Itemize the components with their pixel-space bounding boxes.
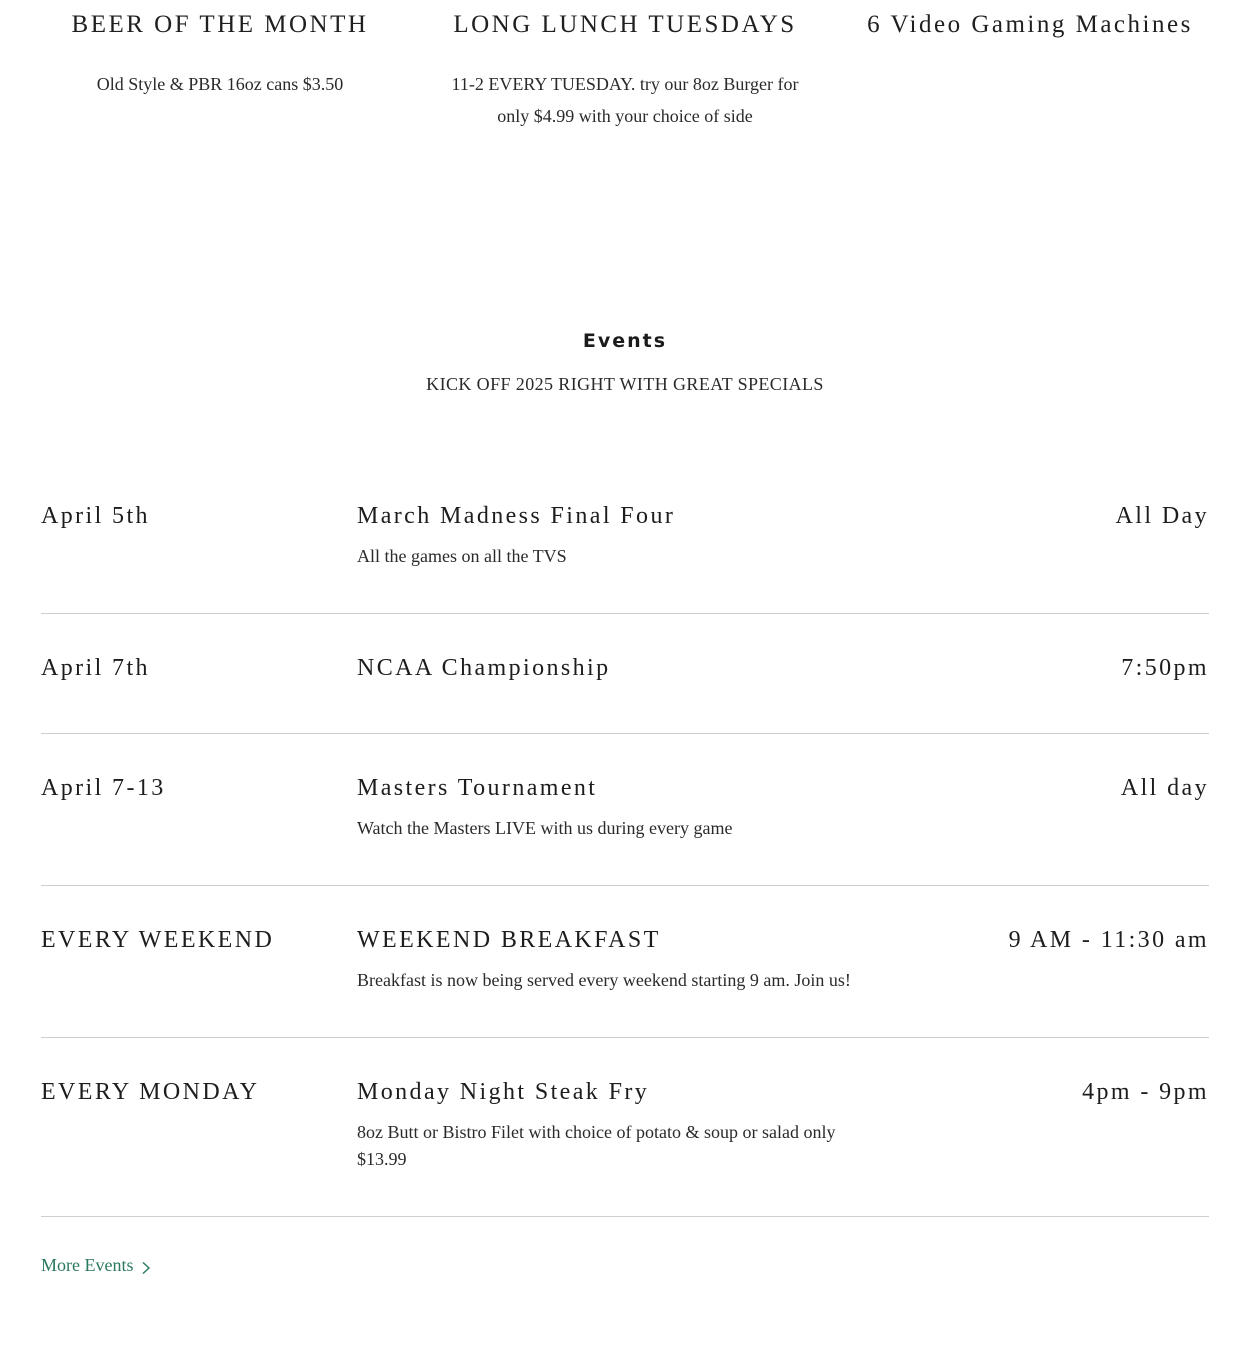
event-title: Monday Night Steak Fry — [357, 1079, 650, 1105]
special-description: Old Style & PBR 16oz cans $3.50 — [96, 74, 344, 94]
event-body — [357, 652, 917, 684]
event-title: NCAA Championship — [357, 655, 611, 681]
special-video-gaming — [830, 8, 1230, 42]
event-row — [41, 734, 1209, 886]
event-row — [41, 462, 1209, 614]
event-title: WEEKEND BREAKFAST — [357, 927, 661, 953]
event-date: EVERY MONDAY — [41, 1079, 260, 1105]
event-description: Breakfast is now being served every weekend starting 9 am. Join us! — [357, 970, 851, 990]
event-description: 8oz Butt or Bistro Filet with choice of potato & soup or salad only $13.99 — [357, 1122, 836, 1169]
special-long-lunch-tuesdays — [425, 8, 825, 132]
event-title: March Madness Final Four — [357, 503, 676, 529]
events-heading: Events — [582, 330, 668, 352]
event-body — [357, 1076, 917, 1173]
special-title: LONG LUNCH TUESDAYS — [453, 11, 797, 38]
event-date: April 5th — [41, 503, 150, 529]
more-events-label: More Events — [41, 1255, 134, 1275]
event-date: April 7th — [41, 655, 150, 681]
event-description: All the games on all the TVS — [357, 546, 567, 566]
event-time: 9 AM - 11:30 am — [1008, 927, 1209, 953]
event-title: Masters Tournament — [357, 775, 598, 801]
event-date: EVERY WEEKEND — [41, 927, 275, 953]
event-row — [41, 886, 1209, 1038]
event-body — [357, 924, 917, 994]
event-time: All Day — [1115, 503, 1209, 529]
event-time: 7:50pm — [1121, 655, 1209, 681]
event-date: April 7-13 — [41, 775, 166, 801]
events-subheading: KICK OFF 2025 RIGHT WITH GREAT SPECIALS — [426, 374, 824, 394]
more-events-link[interactable] — [41, 1255, 151, 1276]
event-row — [41, 1038, 1209, 1217]
specials-section — [0, 0, 1250, 160]
event-body — [357, 772, 917, 842]
events-list — [41, 462, 1209, 1217]
event-description: Watch the Masters LIVE with us during every game — [357, 818, 733, 838]
chevron-right-icon — [141, 1259, 151, 1273]
event-time: All day — [1120, 775, 1209, 801]
event-row — [41, 614, 1209, 734]
event-body — [357, 500, 917, 570]
special-title: 6 Video Gaming Machines — [867, 11, 1193, 38]
event-time: 4pm - 9pm — [1082, 1079, 1209, 1105]
special-title: BEER OF THE MONTH — [71, 11, 369, 38]
special-description: 11-2 EVERY TUESDAY. try our 8oz Burger for only $4.99 with your choice of side — [451, 74, 799, 126]
special-beer-of-the-month — [20, 8, 420, 100]
